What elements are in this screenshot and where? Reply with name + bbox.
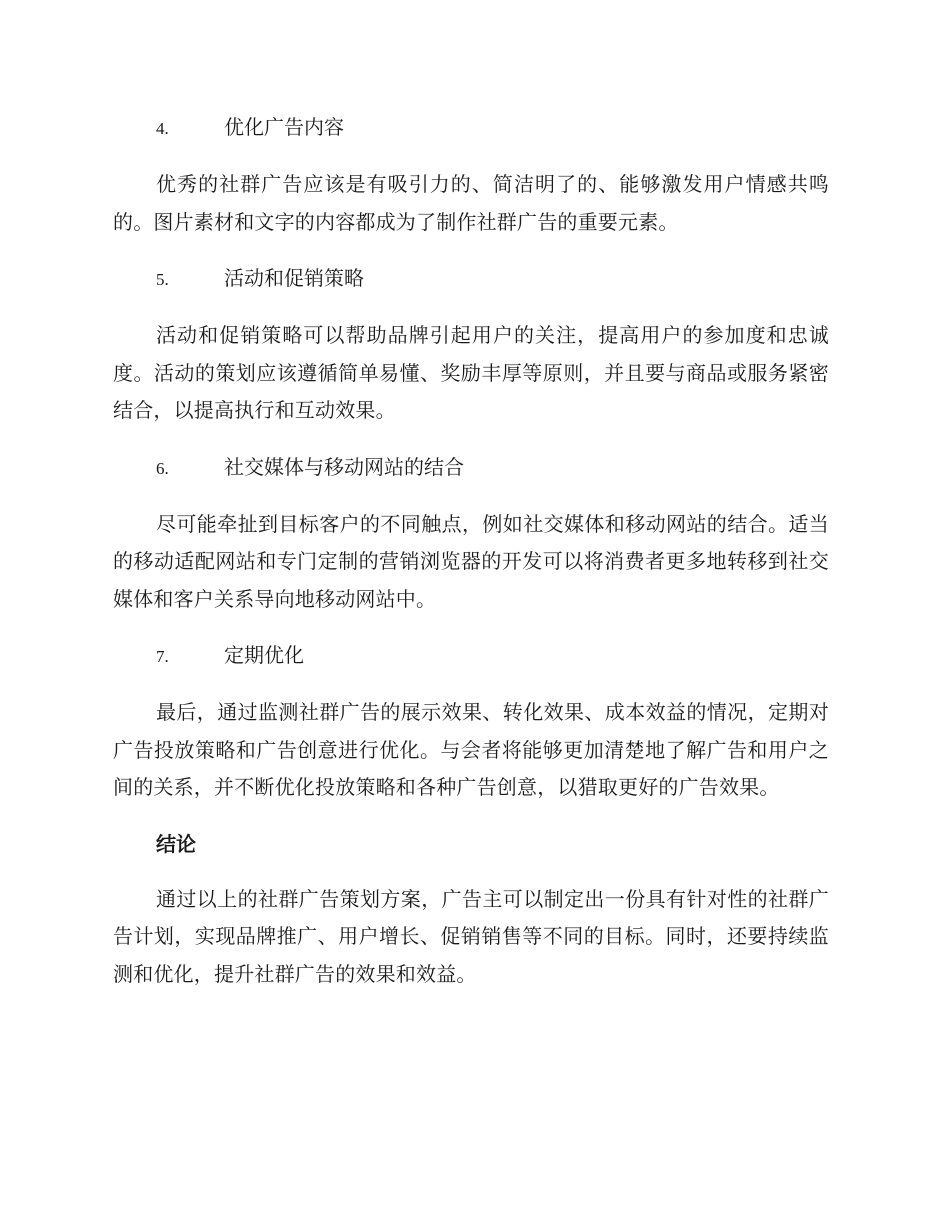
item-number: 6.	[156, 458, 169, 478]
item-title: 活动和促销策略	[224, 266, 364, 290]
item-body: 优秀的社群广告应该是有吸引力的、简洁明了的、能够激发用户情感共鸣的。图片素材和文字的内容都成为了制作社群广告的重要元素。	[113, 172, 829, 234]
item-heading-4	[156, 108, 829, 146]
item-number: 5.	[156, 270, 169, 289]
conclusion-body: 通过以上的社群广告策划方案，广告主可以制定出一份具有针对性的社群广告计划，实现品牌推广、用户增长、促销销售等不同的目标。同时，还要持续监测和优化，提升社群广告的效果和效益。	[113, 886, 829, 986]
item-heading-5	[156, 259, 829, 297]
item-heading-7	[156, 636, 829, 674]
item-heading-6	[156, 448, 829, 486]
item-body: 最后，通过监测社群广告的展示效果、转化效果、成本效益的情况，定期对广告投放策略和广告创意进行优化。与会者将能够更加清楚地了解广告和用户之间的关系，并不断优化投放策略和各种广告创意，以猎取更好的广告效果。	[113, 700, 829, 799]
conclusion-heading: 结论	[156, 831, 196, 856]
item-title: 社交媒体与移动网站的结合	[224, 454, 464, 479]
item-number: 4.	[156, 119, 169, 138]
item-body: 尽可能牵扯到目标客户的不同触点，例如社交媒体和移动网站的结合。适当的移动适配网站和专门定制的营销浏览器的开发可以将消费者更多地转移到社交媒体和客户关系导向地移动网站中。	[113, 511, 829, 611]
item-title: 定期优化	[224, 643, 304, 667]
item-body: 活动和促销策略可以帮助品牌引起用户的关注，提高用户的参加度和忠诚度。活动的策划应该遵循简单易懂、奖励丰厚等原则，并且要与商品或服务紧密结合，以提高执行和互动效果。	[113, 323, 829, 422]
document-page	[113, 108, 829, 1011]
item-number: 7.	[156, 647, 169, 666]
item-title: 优化广告内容	[224, 115, 344, 139]
